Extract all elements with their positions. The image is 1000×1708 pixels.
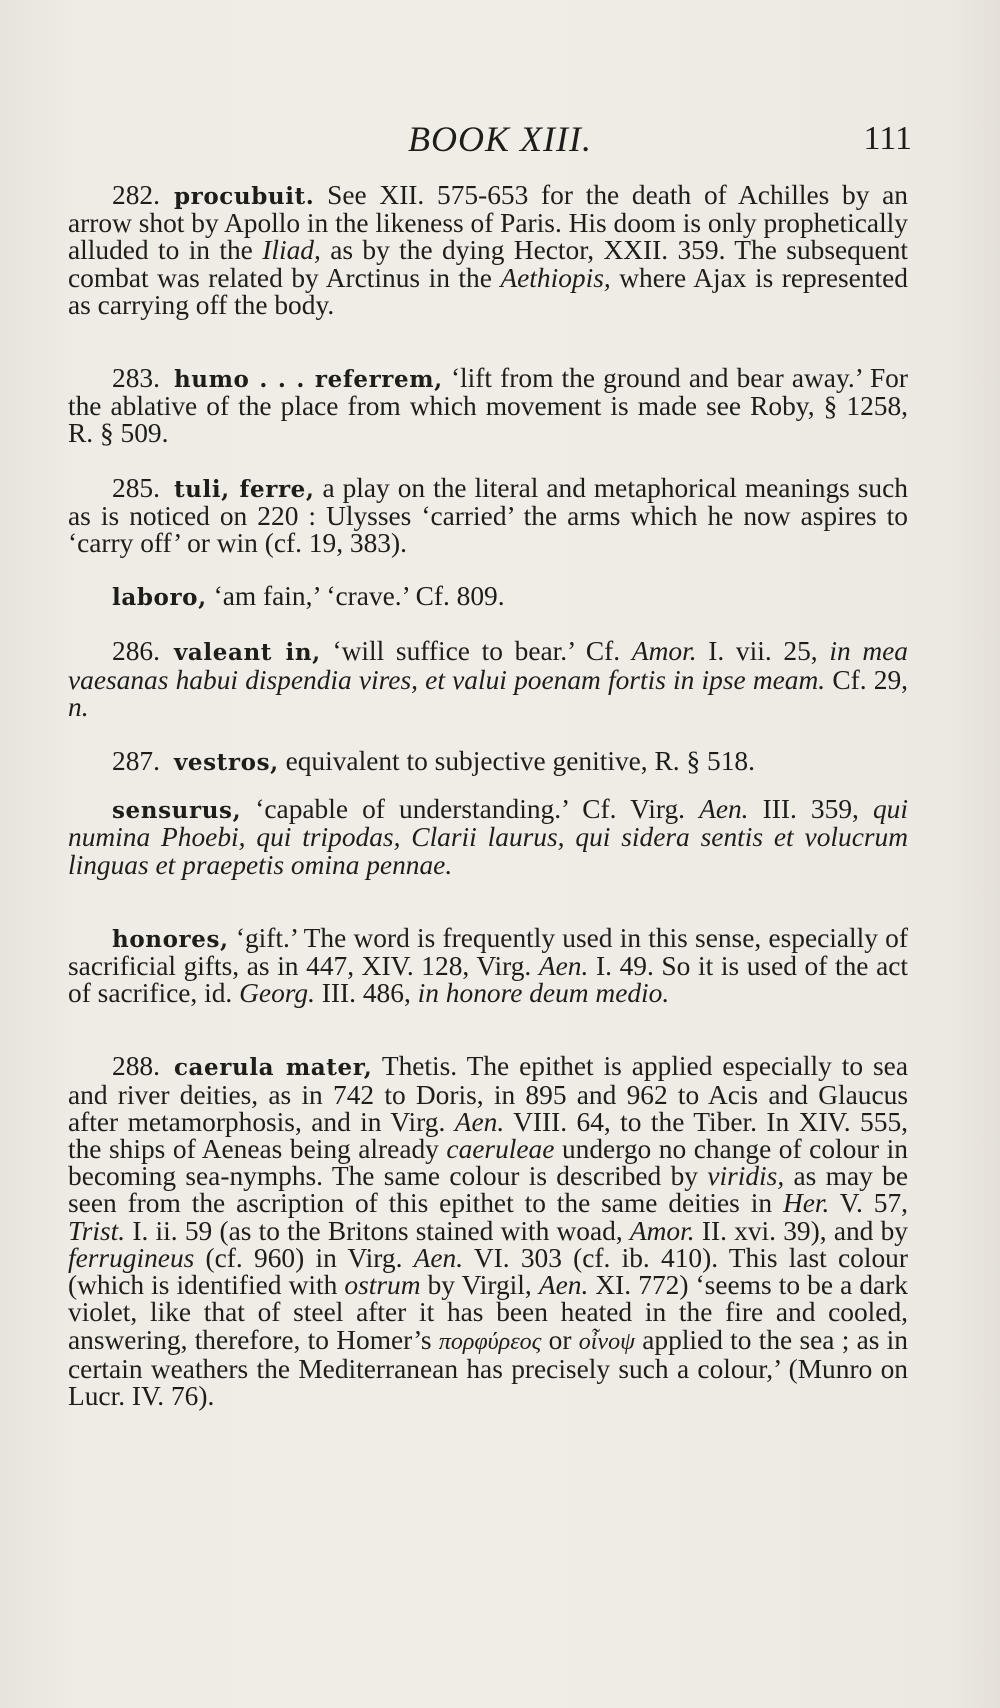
note-text: where Ajax is represented as carrying off the body.: [68, 262, 908, 320]
italic-text: ostrum: [344, 1270, 421, 1301]
page-number: 111: [863, 120, 912, 157]
italic-text: Her.: [782, 1188, 830, 1219]
note-laboro: [68, 583, 908, 611]
note-text: ‘will suffice to bear.’ Cf.: [320, 636, 632, 667]
note-287: [68, 748, 908, 776]
line-number: 285.: [112, 472, 160, 503]
italic-text: Aethiopis,: [500, 262, 611, 293]
note-text: XI. 772) ‘seems to be a dark violet, like that of steel after it has been heated in the fire and cooled, answering, therefore, to Homer’s: [68, 1270, 909, 1355]
note-text: VI. 303 (cf. ib. 410). This last colour (which is identified with: [68, 1242, 908, 1301]
italic-text: ferrugineus: [68, 1242, 195, 1273]
italic-text: viridis,: [707, 1161, 785, 1192]
note-text: II. xvi. 39), and by: [694, 1215, 908, 1246]
note-282: [68, 182, 908, 319]
italic-text: qui numina Phoebi, qui tripodas, Clarii laurus, qui sidera sentis et volucrum linguas et praepetis omina pennae.: [68, 794, 908, 880]
note-text: ‘gift.’ The word is frequently used in this sense, especially of sacrificial gifts, as in 447, XIV. 128, Virg.: [68, 922, 908, 982]
note-text: ‘lift from the ground and bear away.’ For the ablative of the place from which movement is made see Roby, § 1258, R. § 509.: [68, 363, 908, 449]
greek-word: οἶνοψ: [578, 1328, 635, 1355]
note-text: ‘am fain,’ ‘crave.’ Cf. 809.: [206, 581, 505, 612]
note-text: as may be seen from the ascription of this epithet to the same deities in: [68, 1161, 908, 1219]
note-text: Thetis. The epithet is applied especially to sea and river deities, as in 742 to Doris, in 895 and 962 to Acis and Glaucus after metamorphosis, and in Virg.: [68, 1051, 908, 1137]
italic-text: Amor.: [631, 636, 697, 667]
note-text: ‘capable of understanding.’ Cf. Virg.: [241, 794, 700, 825]
italic-text: Aen.: [413, 1242, 464, 1273]
note-text: or: [541, 1324, 579, 1355]
page-header: [0, 118, 1000, 166]
note-285: [68, 472, 908, 559]
line-number: 282.: [112, 180, 160, 210]
lemma: honores,: [112, 925, 229, 953]
note-text: equivalent to subjective genitive, R. § 518.: [278, 746, 755, 777]
note-text: applied to the sea ; as in certain weathers the Mediterranean has precisely such a colour,’ (Munro on Lucr. IV. 76).: [68, 1324, 908, 1411]
italic-text: Trist.: [68, 1215, 126, 1246]
line-number: 287.: [112, 746, 160, 777]
note-text: I. vii. 25,: [696, 636, 830, 667]
italic-text: Aen.: [538, 951, 589, 982]
note-text: (cf. 960) in Virg.: [194, 1242, 414, 1273]
running-title: BOOK XIII.: [408, 119, 592, 159]
italic-text: Aen.: [538, 1270, 589, 1301]
note-286: [68, 638, 908, 721]
commentary-notes: [68, 182, 908, 1410]
line-number: 286.: [112, 636, 160, 667]
greek-word: πορφύρεος: [438, 1328, 542, 1355]
note-honores: [68, 922, 909, 1009]
italic-text: in honore deum medio.: [417, 978, 670, 1009]
note-text: III. 359,: [748, 794, 873, 825]
note-sensurus: [68, 796, 908, 879]
italic-text: n.: [68, 691, 89, 722]
lemma: tuli, ferre,: [173, 475, 315, 503]
note-283: [68, 365, 908, 448]
lemma: valeant in,: [173, 639, 321, 667]
lemma: laboro,: [112, 584, 207, 612]
italic-text: Iliad,: [262, 235, 321, 266]
lemma: sensurus,: [112, 797, 242, 825]
note-text: a play on the literal and metaphorical meanings such as is noticed on 220 : Ulysses ‘carried’ the arms which he now aspires to ‘carry off’ or win (cf. 19, 383).: [68, 472, 908, 559]
note-text: Cf. 29,: [825, 664, 908, 695]
italic-text: Aen.: [699, 794, 749, 825]
note-text: I. ii. 59 (as to the Britons stained with woad,: [125, 1215, 630, 1246]
note-text: VIII. 64, to the Tiber. In XIV. 555, the ships of Aeneas being already: [68, 1106, 908, 1165]
lemma: vestros,: [173, 749, 279, 777]
line-number: 283.: [112, 363, 160, 394]
note-text: by Virgil,: [420, 1270, 539, 1301]
note-text: III. 486,: [314, 978, 418, 1009]
note-text: I. 49. So it is used of the act of sacrifice, id.: [68, 951, 909, 1009]
note-288: [68, 1053, 908, 1410]
line-number: 288.: [112, 1051, 160, 1082]
italic-text: Amor.: [629, 1215, 695, 1246]
note-text: See XII. 575-653 for the death of Achilles by an arrow shot by Apollo in the likeness of Paris. His doom is only prophetically alluded to in the: [68, 180, 908, 266]
note-text: as by the dying Hector, XXII. 359. The subsequent combat was related by Arctinus in the: [68, 235, 908, 293]
lemma: procubuit.: [173, 183, 315, 210]
note-text: undergo no change of colour in becoming sea-nymphs. The same colour is described by: [68, 1134, 908, 1192]
lemma: humo . . . referrem,: [173, 366, 443, 394]
lemma: caerula mater,: [173, 1054, 373, 1082]
italic-text: in mea vaesanas habui dispendia vires, et valui poenam fortis in ipse meam.: [68, 636, 908, 695]
italic-text: caeruleae: [446, 1134, 555, 1165]
italic-text: Aen.: [454, 1106, 505, 1137]
note-text: V. 57,: [829, 1188, 908, 1219]
italic-text: Georg.: [239, 978, 315, 1009]
